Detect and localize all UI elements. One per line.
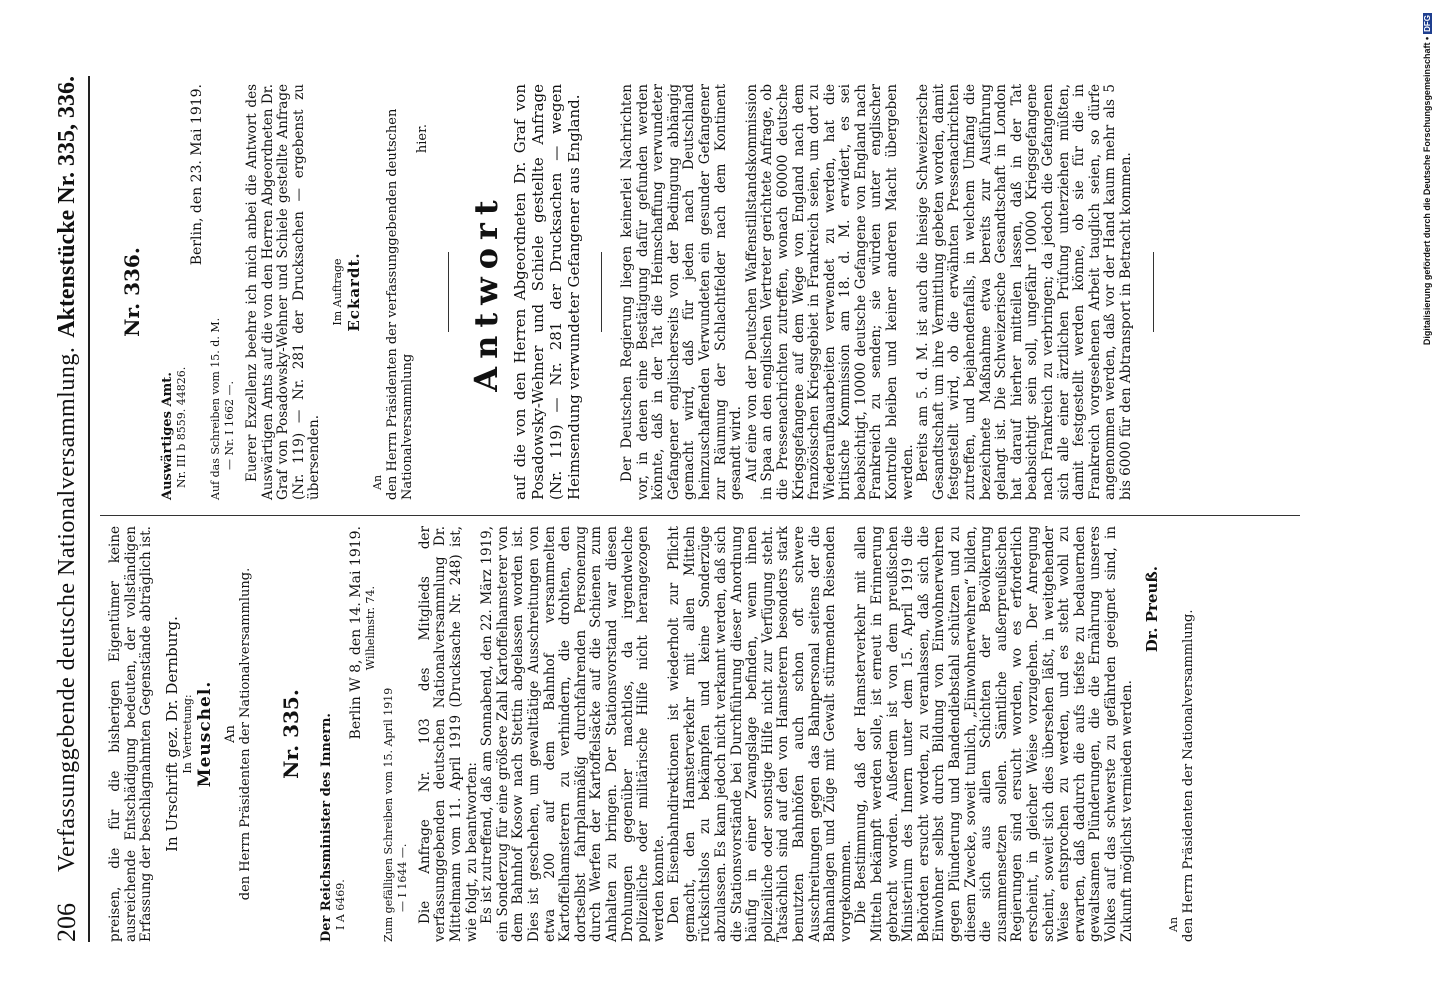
dfg-logo: DFG [1423,15,1432,32]
representative-name: Eckardt. [344,252,363,332]
reference-number: — Nr. I 1662 —. [223,381,236,470]
paragraph: Den Eisenbahndirektionen ist wiederholt zur Pflicht gemacht, den Hamsterverkehr mit allen Mitteln rücksichtslos zu bekämpfen und keine Sonderzüge abzulassen. Es kann jedoch nicht verkannt werden, daß sich die Stationsvorstände bei Durchführung dieser Anordnung häufig in einer Zwangslage befinden, wenn ihnen polizeiliche oder sonstige Hilfe nicht zur Verfügung steht. Tatsächlich sind auf den von Hamsterern besonders stark benutzten Bahnhöfen auch schon oft schwere Ausschreitungen gegen das Bahnpersonal seitens der die Bahnanlagen und Züge mit Gewalt stürmenden Reisenden vorgekommen. [666,526,854,942]
file-reference: Nr. III b 8559. 44826. [175,366,188,488]
digitization-credit [1422,13,1432,993]
representation-label: Im Auftrage [330,258,344,326]
answer-heading: Antwort [466,192,505,392]
document-number-336: Nr. 336. [120,247,144,337]
closing-an: An [1167,916,1181,932]
addressee: den Herrn Präsidenten der verfassunggebenden deutschen Nationalversammlung [384,108,415,500]
closing-signature: Dr. Preuß. [1143,566,1162,653]
reference: Auf das Schreiben vom 15. d. M. [209,317,222,500]
street: Wilhelmstr. 74. [363,586,377,671]
reference-number: — I 1644 —. [395,843,409,912]
answer-subtitle: auf die von den Herren Abgeordneten Dr. Graf von Posadowsky-Wehner und Schiele gestellte Anfrage (Nr. 119) — Nr. 281 der Drucksachen — wegen Heimsendung verwundeter Gefangener aus England. [510,84,583,500]
paragraph: Es ist zutreffend, daß am Sonnabend, den 22. März 1919, ein Sonderzug für eine größere Zahl Kartoffelhamsterer von dem Bahnhof Kosow nach Stettin abgelassen worden ist. Dies ist geschehen, um gewalttätige Ausschreitungen von etwa 200 auf dem Bahnhof versammelten Kartoffelhamsterern zu verhindern, die drohten, den dortselbst fahrplanmäßig durchfahrenden Personenzug durch Werfen der Kartoffelsäcke auf die Schienen zum Anhalten zu bringen. Der Stationsvorstand war diesen Drohungen gegenüber machtlos, da irgendwelche polizeiliche oder militärische Hilfe nicht herangezogen werden konnte. [479,526,667,942]
separator-rule [448,252,449,332]
place-date: Berlin W 8, den 14. Mai 1919. [347,526,364,740]
left-column [108,526,1196,942]
signature-line: In Urschrift gez. Dr. Dernburg. [162,616,181,852]
paragraph: Der Deutschen Regierung liegen keinerlei Nachrichten vor, in denen eine Bestätigung dafür gefunden werden könnte, daß in der Tat die Heimschaffung verwundeter Gefangener englischerseits von der Bedingung abhängig gemacht wird, daß für jeden nach Deutschland heimzuschaffenden Verwundeten ein gesunder Gefangener zur Räumung der Schlachtfelder nach dem Kontinent gesandt wird. [618,84,745,500]
sender: Auswärtiges Amt. [160,372,175,500]
representative-name: Meuschel. [194,680,215,788]
addressee-hier: hier. [414,124,430,154]
intro-paragraph: preisen, die für die bisherigen Eigentümer keine ausreichende Entschädigung bedeuten, der vollständigen Erfassung der beschlagnahmten Gegenstände abträglich ist. [107,526,155,942]
separator-rule [601,252,602,332]
running-head: Verfassunggebende deutsche Nationalversammlung. [54,346,80,872]
addressee-an: An [222,725,238,743]
document-numbers: Aktenstücke Nr. 335, 336. [54,76,80,338]
reference: Zum gefälligen Schreiben vom 15. April 1919 [381,687,395,942]
place-date: Berlin, den 23. Mai 1919. [189,84,205,266]
closing-addressee: den Herrn Präsidenten der Nationalversammlung. [1181,609,1197,942]
paragraph: Die Anfrage Nr. 103 des Mitglieds der verfassunggebenden deutschen Nationalversammlung Dr. Mittelmann vom 11. April 1919 (Drucksache Nr. 248) ist, wie folgt, zu beantworten: [416,526,480,942]
right-column [108,84,1172,500]
file-reference: I A 6469. [333,879,347,930]
credit-text: Digitalisierung gefördert durch die Deutsche Forschungsgemeinschaft • [1422,36,1432,346]
document-number-335: Nr. 335. [278,689,303,779]
sender: Der Reichsminister des Innern. [318,713,334,942]
paragraph: Auf eine von der Deutschen Waffenstillstandskommission in Spaa an den englischen Vertreter gerichtete Anfrage, ob die Pressenachrichten zutreffen, wonach 60000 deutsche Kriegsgefangene auf dem Wege von England nach dem französischen Kriegsgebiet in Frankreich seien, um dort zu Wiederaufbauarbeiten verwendet zu werden, hat die britische Kommission am 18. d. M. erwidert, es sei beabsichtigt, 10000 deutsche Gefangene von England nach Frankreich zu senden; sie würden unter englischer Kontrolle bleiben und keiner anderen Macht übergeben werden. [743,84,916,500]
column-divider [100,515,1300,516]
page-header [48,76,90,942]
paragraph: Die Bestimmung, daß der Hamsterverkehr mit allen Mitteln bekämpft werden solle, ist erneut in Erinnerung gebracht worden. Außerdem ist von dem preußischen Ministerium des Innern unter dem 15. April 1919 die Behörden ersucht worden, zu veranlassen, daß sich die Einwohner selbst durch Bildung von Einwohnerwehren gegen Plünderung und Bandendiebstahl schützen und zu diesem Zwecke, soweit tunlich, „Einwohnerwehren“ bilden, die sich aus allen Schichten der Bevölkerung zusammensetzen sollen. Sämtliche außerpreußischen Regierungen sind ersucht worden, wo es erforderlich erscheint, in gleicher Weise vorzugehen. Der Anregung scheint, soweit sich dies übersehen läßt, in weitgehender Weise entsprochen zu werden, und es steht wohl zu erwarten, daß dadurch die aufs tiefste zu bedauernden gewaltsamen Plünderungen, die die Ernährung unseres Volkes auf das schwerste zu gefährden geeignet sind, in Zukunft möglichst vermieden werden. [853,526,1135,942]
addressee: den Herrn Präsidenten der Nationalversammlung. [237,567,253,901]
page-number: 206 [52,903,81,942]
addressee-an: An [370,474,384,490]
separator-rule [1153,252,1154,332]
representation-label: In Vertretung: [180,694,194,774]
cover-paragraph: Euerer Exzellenz beehre ich mich anbei die Antwort des Auswärtigen Amts auf die von den Herren Abgeordneten Dr. Graf von Posadowsky-Wehner und Schiele gestellte Anfrage (Nr. 119) — Nr. 281 der Drucksachen — ergebenst zu übersenden. [244,84,323,500]
paragraph: Bereits am 5. d. M. ist auch die hiesige Schweizerische Gesandtschaft um ihre Vermittlung gebeten worden, damit festgestellt wird, ob die erwähnten Pressenachrichten zutreffen, und bejahendenfalls, in welchem Umfang die bezeichnete Maßnahme etwa bereits zur Ausführung gelangt ist. Die Schweizerische Gesandtschaft in London hat darauf hierher mitteilen lassen, daß in der Tat beabsichtigt sein soll, ungefähr 10000 Kriegsgefangene nach Frankreich zu verbringen; da jedoch die Gefangenen sich alle einer ärztlichen Prüfung unterziehen müßten, damit festgestellt werden könne, ob sie für die in Frankreich vorgesehenen Arbeit tauglich seien, so dürfe angenommen werden, daß vor der Hand kaum mehr als 5 bis 6000 für den Abtransport in Betracht kommen. [915,84,1134,500]
